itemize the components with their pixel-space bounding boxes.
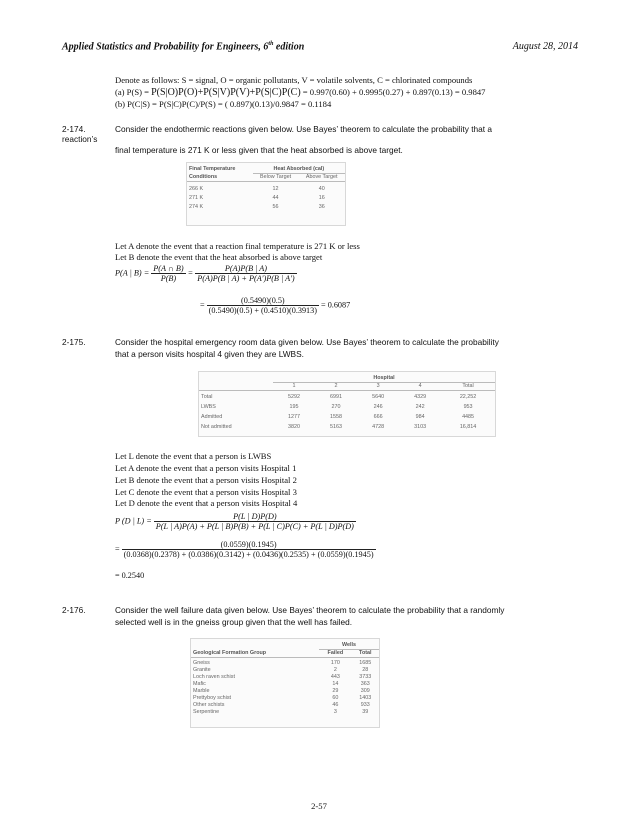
problem-174-text-3: final temperature is 271 K or less given that the heat absorbed is above target. [115,145,403,155]
table-row: Admitted 1277 1558 666 984 4485 [201,414,475,420]
bayes-equation-175-line2: = (0.0559)(0.1945) (0.0368)(0.2378) + (0.0386)(0.3142) + (0.0436)(0.2535) + (0.0559)(0.1945) [115,540,374,559]
table-sub-header: 4 [399,383,441,391]
problem-176-text-1: Consider the well failure data given below. Use Bayes’ theorem to calculate the probability that a randomly [115,605,505,615]
table-row: 266 K 12 40 [189,186,325,192]
well-failure-table [190,638,380,728]
table-row: Granite 2 28 [193,667,369,673]
bayes-equation-174-line2: = $\frac{(0.5490)(0.5)}{(0.5490)(0.5) + (0.4510)(0.3913)}$ = 0.6087 [200,296,351,315]
running-header-date: August 28, 2014 [512,41,578,52]
table-sub-header: 2 [315,383,357,391]
bayes-equation-175-result: = 0.2540 [115,571,145,580]
table-header: Geological Formation Group [191,650,319,658]
table-sub-header: 3 [357,383,399,391]
table-row: Serpentine 3 39 [193,709,369,715]
table-sub-header: 1 [273,383,315,391]
let-a-line: Let A denote the event that a reaction final temperature is 271 K or less [115,241,360,251]
bayes-equation-175-line1: P (D | L) = $\frac{P(L | D)P(D)}{P(L | A)P(A) + P(L | B)P(B) + P(L | C)P(C) + P(L | D)P(D)}$ [115,512,354,531]
let-b-hospital-line: Let B denote the event that a person visits Hospital 2 [115,475,297,485]
table-sub-header: Total [352,650,379,658]
problem-number-174: 2-174. [62,124,86,134]
part-a-line: (a) P(S) = P(S|O)P(O)+P(S|V)P(V)+P(S|C)P(C) = 0.997(0.60) + 0.9995(0.27) + 0.897(0.13) = 0.9847 [115,87,486,98]
problem-176-text-2: selected well is in the gneiss group given that the well has failed. [115,617,353,627]
table-row: LWBS 195 270 246 242 953 [201,404,473,410]
problem-number-175: 2-175. [62,337,86,347]
part-b-line: (b) P(C|S) = P(S|C)P(C)/P(S) = ( 0.897)(0.13)/0.9847 = 0.1184 [115,99,332,109]
bayes-equation-174-line1: P(A | B) = $\frac{P(A \cap B)}{P(B)}$ = $\frac{P(A)P(B | A)}{P(A)P(B | A) + P(A')P(B | A')}$ [115,264,295,283]
table-sub-header: Total [441,383,495,391]
table-sub-header: Failed [319,650,352,658]
table-sub-header: Above Target [298,174,345,182]
table-row: Not admitted 3820 5163 4728 3103 16,814 [201,424,477,430]
problem-number-176: 2-176. [62,605,86,615]
table-row: Loch raven schist 443 3733 [193,674,372,680]
running-header-title: Applied Statistics and Probability for Engineers, 6th edition [62,41,305,53]
problem-175-text-1: Consider the hospital emergency room data given below. Use Bayes’ theorem to calculate the probability [115,337,499,347]
hospital-table [198,371,496,437]
let-c-hospital-line: Let C denote the event that a person visits Hospital 3 [115,487,297,497]
let-l-line: Let L denote the event that a person is LWBS [115,451,272,461]
table-header: Conditions [187,174,253,182]
table-group-header: Wells [319,642,379,650]
let-a-hospital-line: Let A denote the event that a person visits Hospital 1 [115,463,297,473]
page-number: 2-57 [311,801,327,811]
problem-174-text-1: Consider the endothermic reactions given below. Use Bayes’ theorem to calculate the probability that a [115,124,492,134]
table-group-header: Heat Absorbed (cal) [273,166,325,172]
table-row: 274 K 56 36 [189,204,325,210]
temperature-table [186,162,346,226]
problem-174-text-2: reaction’s [62,134,98,144]
table-header: Final Temperature [189,166,236,173]
table-row: Gneiss 170 1685 [193,660,372,666]
let-d-hospital-line: Let D denote the event that a person visits Hospital 4 [115,498,298,508]
table-row: Mafic 14 363 [193,681,370,687]
table-row: Marble 29 309 [193,688,370,694]
table-row: Prettyboy schist 60 1403 [193,695,372,701]
table-row: Total 5292 6991 5640 4329 22,252 [201,394,477,400]
table-sub-header: Below Target [253,174,299,182]
denote-line: Denote as follows: S = signal, O = organic pollutants, V = volatile solvents, C = chlorinated compounds [115,75,473,85]
table-row: Other schists 46 933 [193,702,370,708]
let-b-line: Let B denote the event that the heat absorbed is above target [115,252,323,262]
table-group-header: Hospital [273,375,495,383]
problem-175-text-2: that a person visits hospital 4 given they are LWBS. [115,349,304,359]
table-row: 271 K 44 16 [189,195,325,201]
